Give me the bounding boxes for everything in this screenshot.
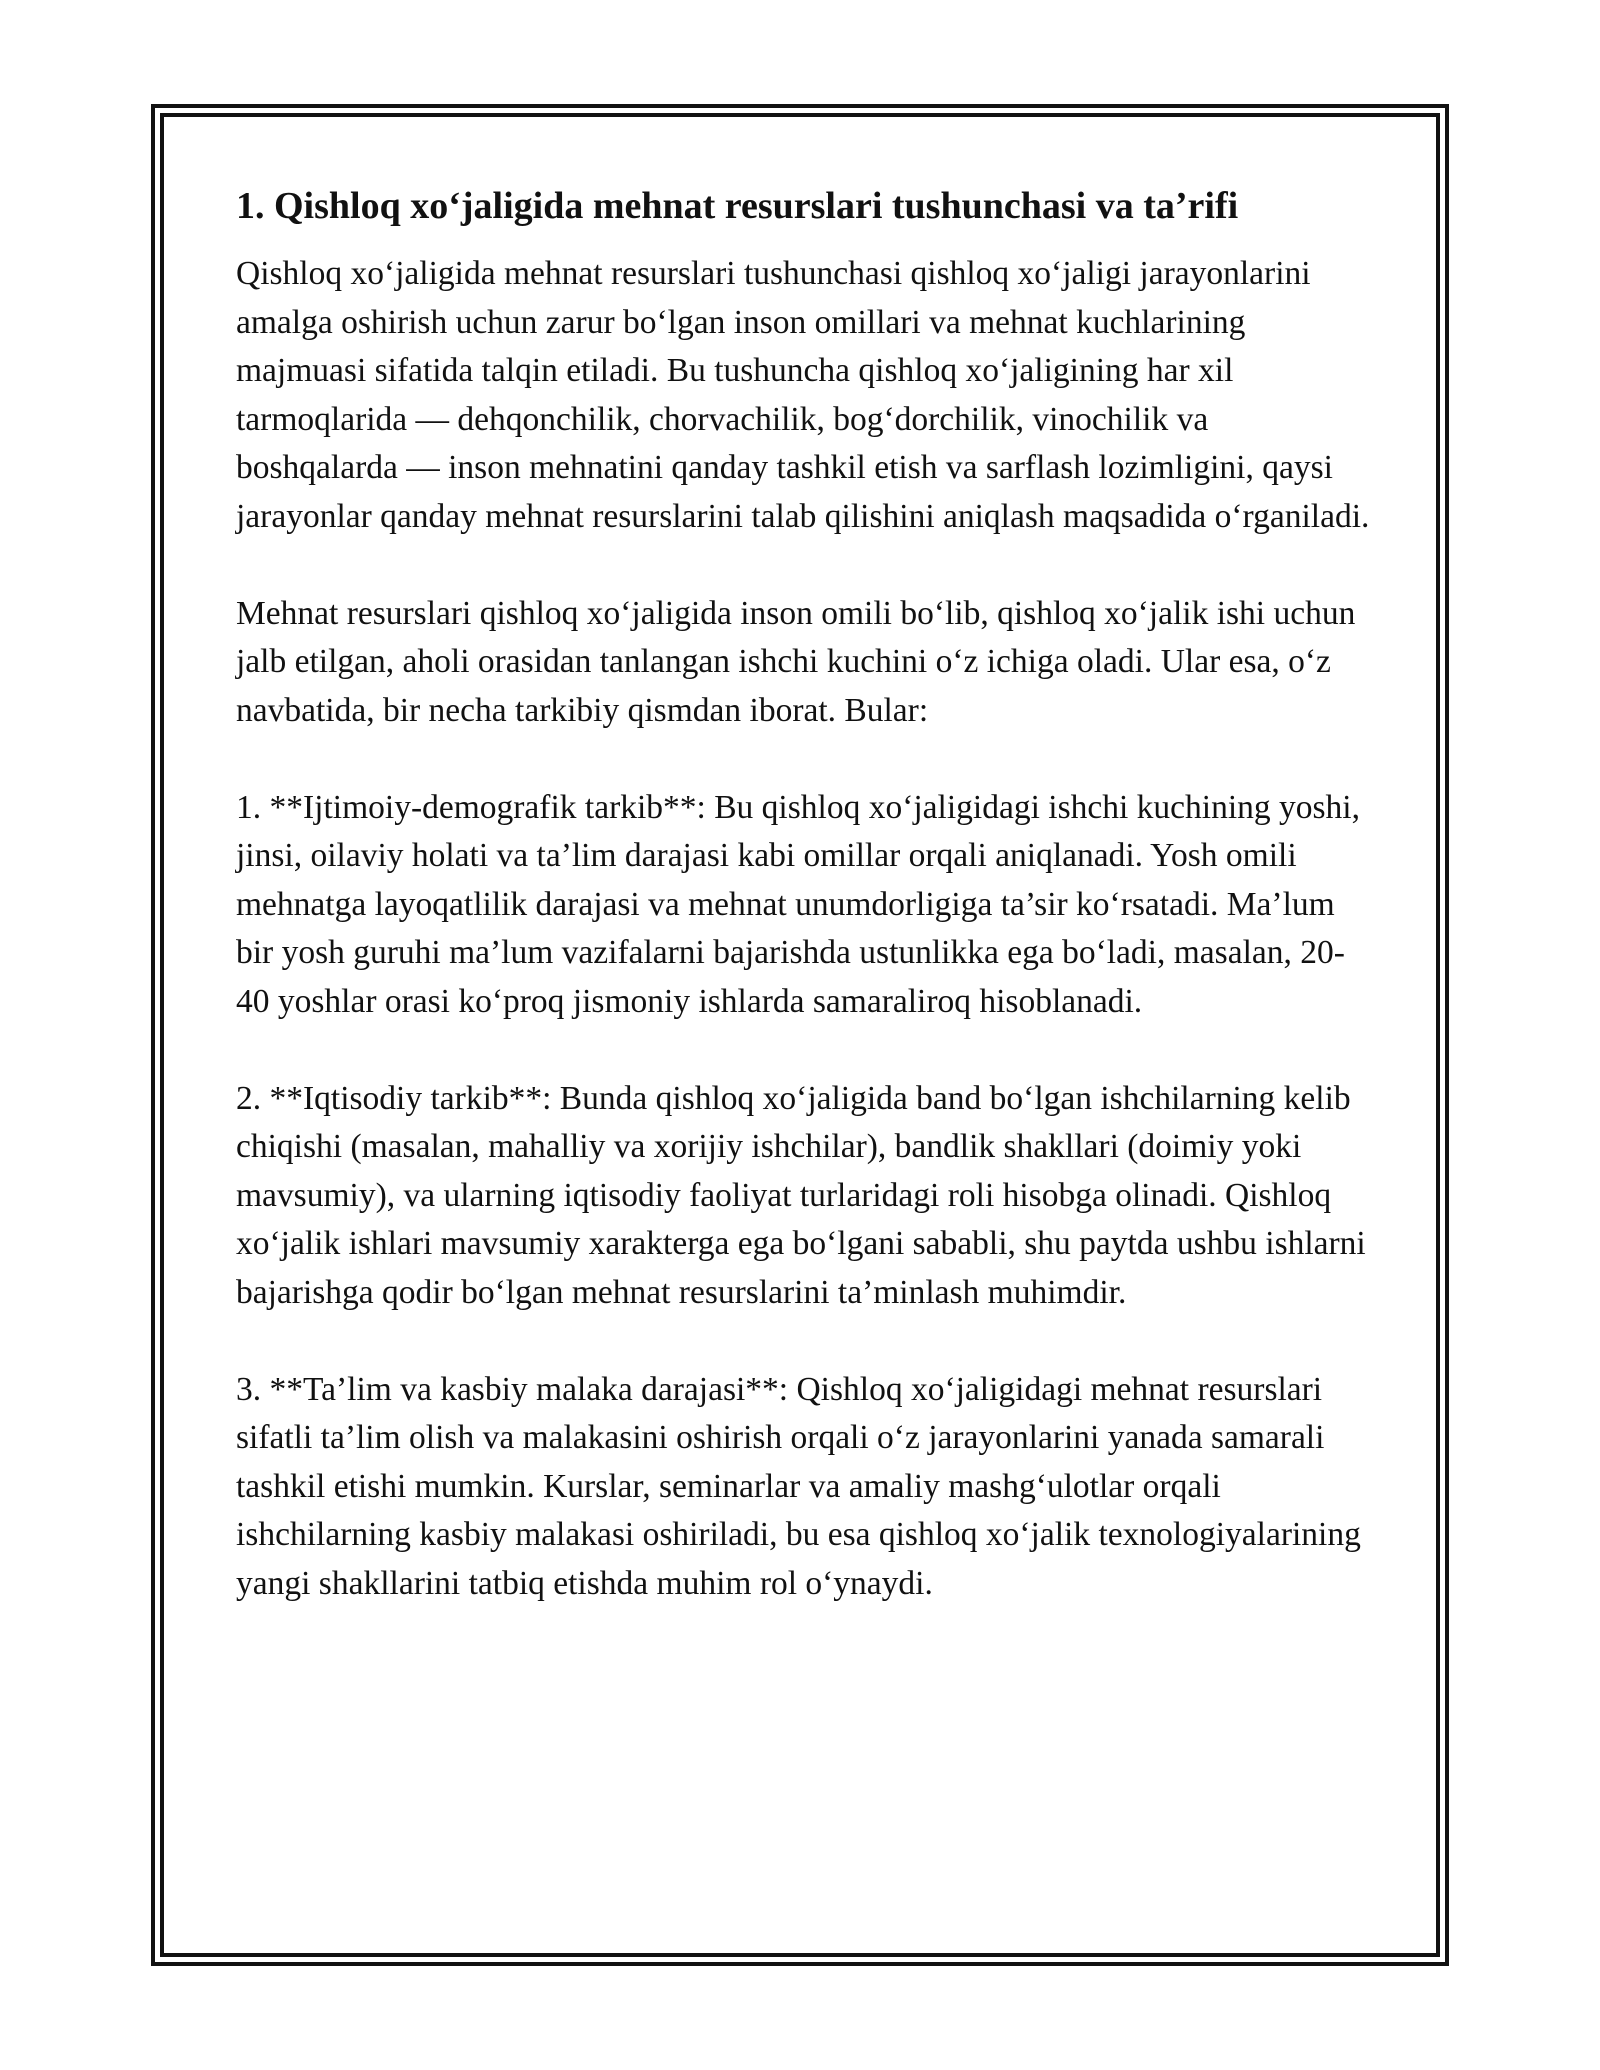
list-item-socio-demographic: 1. **Ijtimoiy-demografik tarkib**: Bu qishloq xo‘jaligidagi ishchi kuchining yoshi, jinsi, oilaviy holati va ta’lim darajasi kabi omillar orqali aniqlanadi. Yosh omili mehnatga layoqatlilik darajasi va mehnat unumdorligiga ta’sir ko‘rsatadi. Ma’lum bir yosh guruhi ma’lum vazifalarni bajarishda ustunlikka ega bo‘ladi, masalan, 20-40 yoshlar orasi ko‘proq jismoniy ishlarda samaraliroq hisoblanadi. (236, 788, 1360, 1020)
section-heading: 1. Qishloq xo‘jaligida mehnat resurslari tushunchasi va ta’rifi (236, 185, 1239, 227)
list-item-education: 3. **Ta’lim va kasbiy malaka darajasi**: Qishloq xo‘jaligidagi mehnat resurslari sifatli ta’lim olish va malakasini oshirish orqali o‘z jarayonlarini yanada samarali tashkil etishi mumkin. Kurslar, seminarlar va amaliy mashg‘ulotlar orqali ishchilarning kasbiy malakasi oshiriladi, bu esa qishloq xo‘jalik texnologiyalarining yangi shakllarini tatbiq etishda muhim rol o‘ynaydi. (236, 1370, 1361, 1602)
document-body (236, 182, 1376, 1608)
paragraph-intro: Qishloq xo‘jaligida mehnat resurslari tushunchasi qishloq xo‘jaligi jarayonlarini amalga oshirish uchun zarur bo‘lgan inson omillari va mehnat kuchlarining majmuasi sifatida talqin etiladi. Bu tushuncha qishloq xo‘jaligining har xil tarmoqlarida — dehqonchilik, chorvachilik, bog‘dorchilik, vinochilik va boshqalarda — inson mehnatini qanday tashkil etish va sarflash lozimligini, qaysi jarayonlar qanday mehnat resurslarini talab qilishini aniqlash maqsadida o‘rganiladi. (236, 255, 1370, 535)
paragraph-labor-resources: Mehnat resurslari qishloq xo‘jaligida inson omili bo‘lib, qishloq xo‘jalik ishi uchun jalb etilgan, aholi orasidan tanlangan ishchi kuchini o‘z ichiga oladi. Ular esa, o‘z navbatida, bir necha tarkibiy qismdan iborat. Bular: (236, 594, 1356, 729)
list-item-economic: 2. **Iqtisodiy tarkib**: Bunda qishloq xo‘jaligida band bo‘lgan ishchilarning kelib chiqishi (masalan, mahalliy va xorijiy ishchilar), bandlik shakllari (doimiy yoki mavsumiy), va ularning iqtisodiy faoliyat turlaridagi roli hisobga olinadi. Qishloq xo‘jalik ishlari mavsumiy xarakterga ega bo‘lgani sababli, shu paytda ushbu ishlarni bajarishga qodir bo‘lgan mehnat resurslarini ta’minlash muhimdir. (236, 1079, 1366, 1311)
